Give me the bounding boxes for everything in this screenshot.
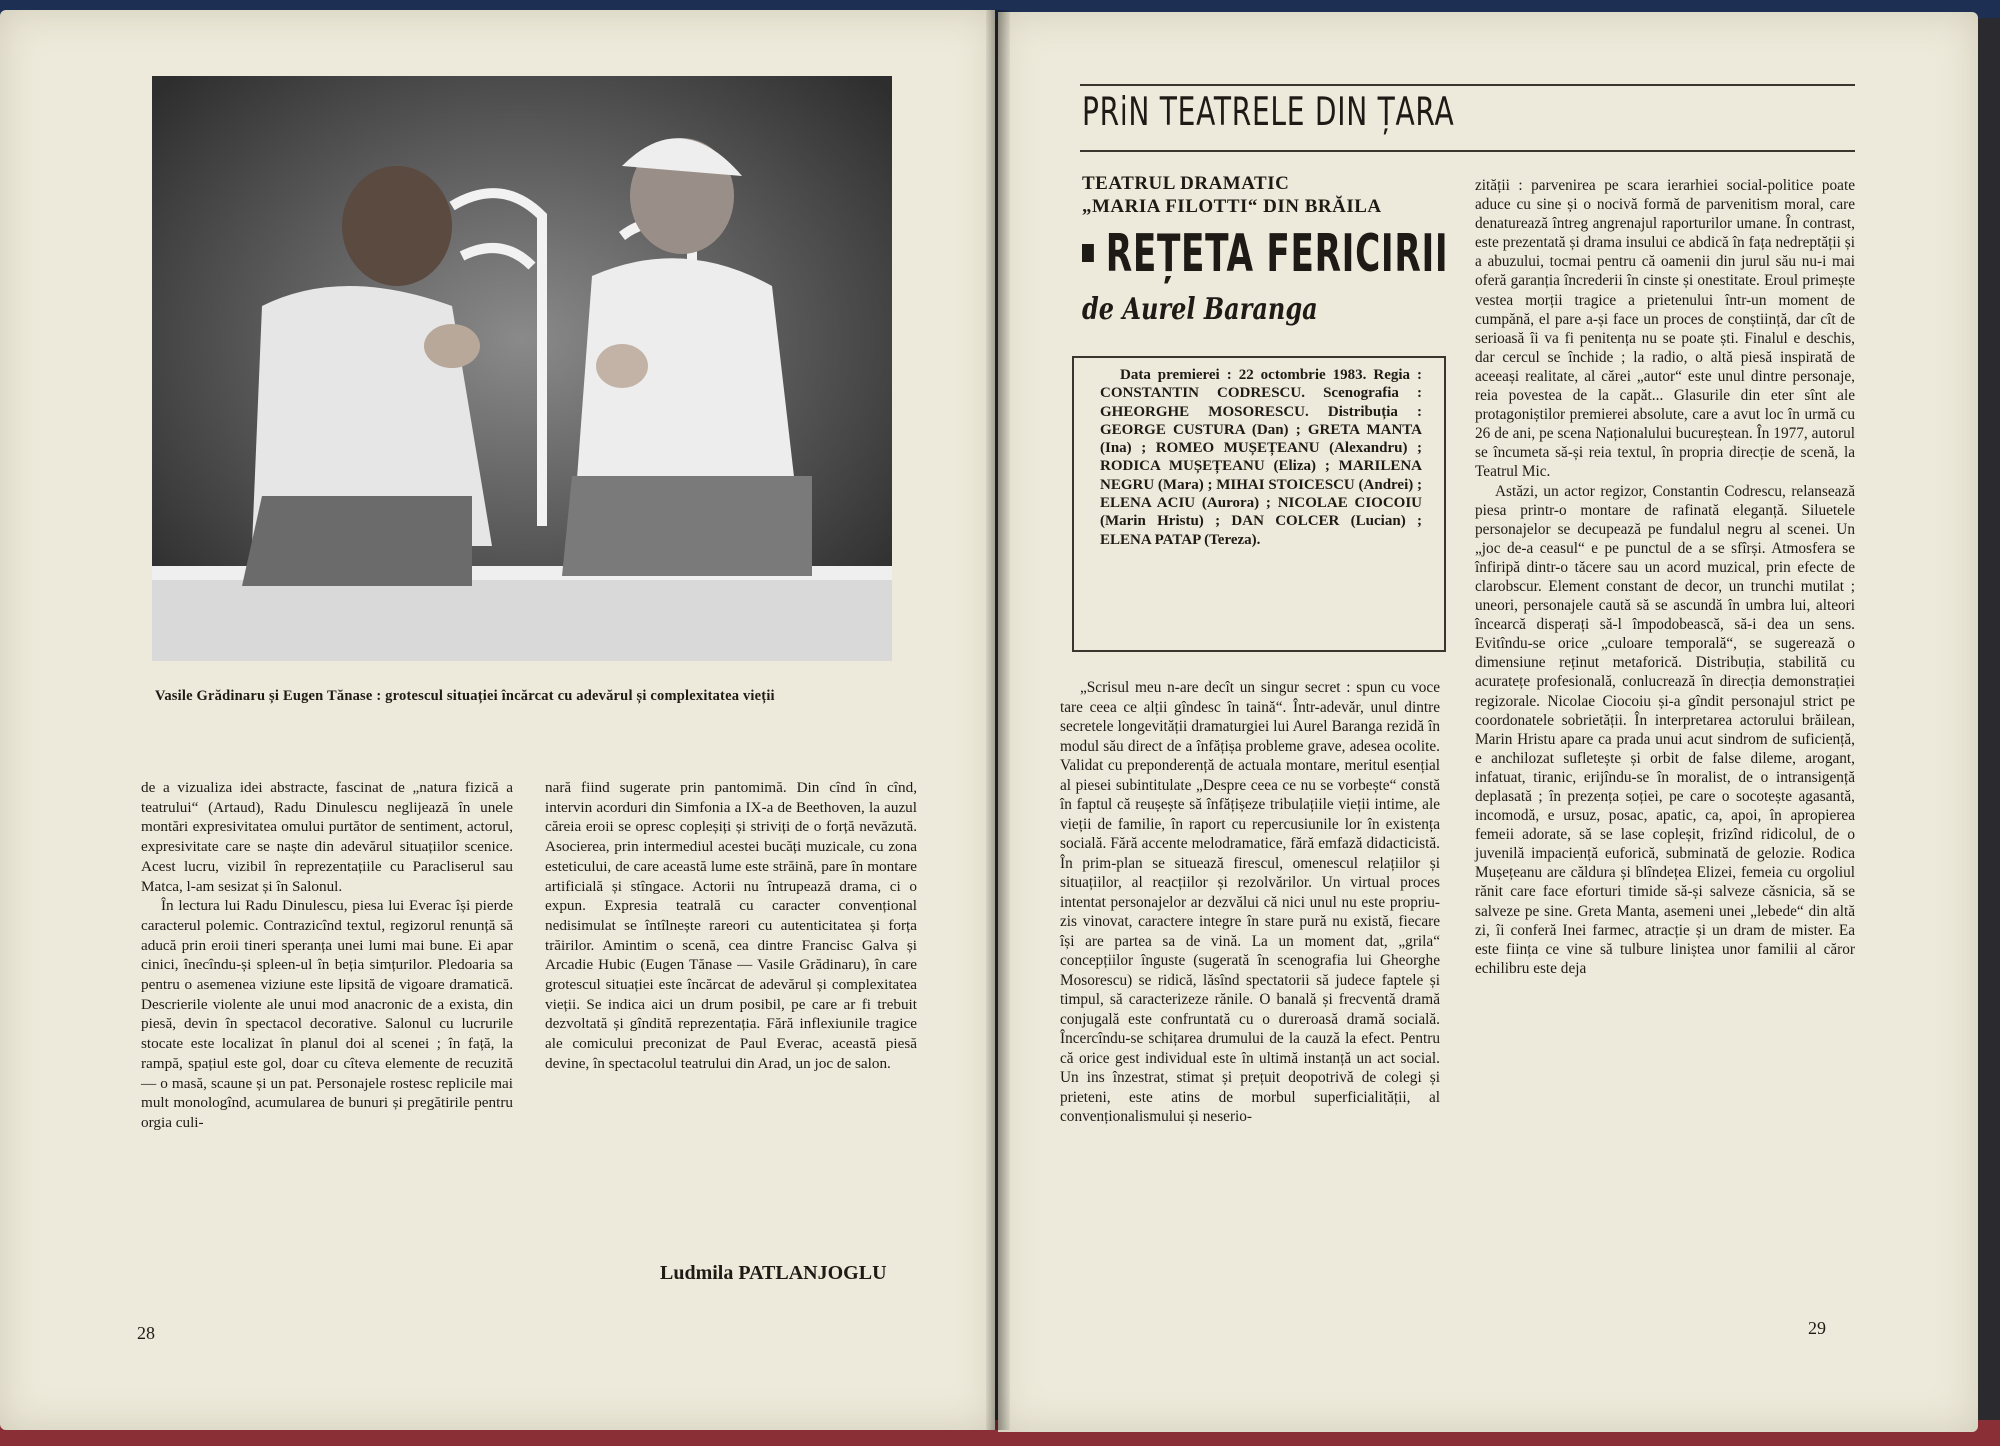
play-author: de Aurel Baranga	[1082, 292, 1318, 327]
play-title	[1082, 224, 1448, 284]
header-rule-top	[1080, 84, 1855, 86]
header-rule-bottom	[1080, 150, 1855, 152]
paragraph: Astăzi, un actor regizor, Constantin Codrescu, relansează piesa printr-o montare de rafinată eleganță. Siluetele personajelor se decupează pe fundalul negru al scenei. Un „joc de-a ceasul“ e pe punctul de a se sfîrși. Atmosfera se înfiripă dintr-o tăcere sau un acord muzical, prin efecte de clarobscur. Element constant de decor, un trunchi mutilat ; uneori, personajele caută să se ascundă în umbra lui, alteori încearcă disperați să-l împodobească, să-i dea un sens. Evitîndu-se orice „culoare temporală“, se sugerează o dimensiune reținut metaforică. Distribuția, stabilită cu acuratețe profesională, conlucrează în direcția demonstrației regizorale. Nicolae Ciocoiu și-a gîndit personajul strict pe coordonatele sobrietății. În interpretarea actorului brăilean, Marin Hristu apare ca prada unui acut sindrom de suficiență, e anchilozat sufletește și orbit de false dileme, arogant, infatuat, tiranic, erijîndu-se în moralist, de o intransigență deplasată ; în prezența soției, pe care o socotește agasantă, incomodă, e ursuz, posac, apatic, ca, apoi, în apropierea femeii adorate, să se lase copleșit, frizînd ridicolul, de o juvenilă impaciență euforică, subminată de gelozie. Rodica Mușețeanu are căldura și blîndețea Elizei, femeia cu orgoliul rănit care face eforturi timide să-și salveze căsnicia, să se salveze pe sine. Greta Manta, asemeni unei „lebede“ din altă zi, îi conferă Inei farmec, atracție și un dram de mister. Ea este ființa ce vine să tulbure liniștea unor familii al căror echilibru este deja	[1475, 482, 1855, 977]
paragraph: de a vizualiza idei abstracte, fascinat de „natura fizică a teatrului“ (Artaud), Radu Dinulescu neglijează în unele montări expresivitatea omului purtător de sentiment, actorul, expresivitate care se naște din adevărul situațiilor scenice. Acest lucru, vizibil în reprezentațiile cu Paracliserul sau Matca, l-am sesizat și în Salonul.	[141, 779, 513, 895]
paragraph: În lectura lui Radu Dinulescu, piesa lui Everac își pierde caracterul polemic. Contrazicînd textul, regizorul renunță să aducă prin eroii tineri speranța unei lumi mai bune. Ei apar cinici, înecîndu-și spleen-ul în beția simțurilor. Pledoaria sa pentru o asemenea viziune este lipsită de vigoare dramatică. Descrierile violente ale unui mod anacronic de a exista, din piesă, devin în spectacol decorative. Salonul cu lucrurile stocate este localizat în planul doi al scenei ; în față, la rampă, spațiul este gol, doar cu cîteva elemente de recuzită — o masă, scaune și un pat. Personajele rostesc replicile mai mult monologînd, acumularea de bunuri și pregătirile pentru orgia culi-	[141, 897, 513, 1131]
stage-photo	[152, 76, 892, 661]
square-bullet-icon	[1082, 244, 1094, 262]
theatre-line-1: TEATRUL DRAMATIC	[1082, 173, 1290, 194]
article-signature: Ludmila PATLANJOGLU	[660, 1262, 887, 1284]
section-title: PRiN TEATRELE DIN ȚARA	[1082, 90, 1455, 135]
left-column-1	[141, 778, 513, 1133]
paragraph: zității : parvenirea pe scara ierarhiei social-politice poate aduce cu sine și o nocivă formă de parvenitism moral, care denaturează întreg angrenajul raporturilor umane. În contrast, este prezentată și drama insului ce abdică în fața nedreptății și a abuzului, tocmai pentru că oamenii din jurul său nu-i mai oferă garanția încrederii în cinste și onestitate. Eroul primește vestea morții tragice a prietenului într-un moment de cumpănă, el pare a-și face un proces de conștiință, dar cît de serioasă îi va fi penitența nu se poate ști. Finalul e deschis, dar cercul se închide ; la radio, o altă piesă inspirată de aceeași realitate, al cărei „autor“ este unul dintre personaje, reia povestea de la capăt... Glasurile din eter sînt ale protagoniștilor premierei absolute, care a avut loc în urmă cu 26 de ani, pe scena Naționalului bucureștean. În 1977, autorul se încumeta să-și reia textul, în propria direcție de scenă, la Teatrul Mic.	[1475, 177, 1855, 481]
photo-caption: Vasile Grădinaru și Eugen Tănase : grotescul situației încărcat cu adevărul și complexitatea vieții	[155, 688, 775, 704]
play-title-text: REȚETA FERICIRII	[1105, 224, 1449, 284]
theatre-name	[1082, 172, 1442, 218]
page-number-right: 29	[1808, 1318, 1826, 1338]
credits	[1100, 366, 1422, 549]
paragraph: „Scrisul meu n-are decît un singur secret : spun cu voce tare ceea ce alții gîndesc în taină“. Într-adevăr, unul dintre secretele longevității dramaturgiei lui Aurel Baranga rezidă în modul său direct de a înfățișa probleme grave, adesea ocolite. Validat cu preponderență de actuala montare, meritul esențial al piesei subintitulate „Despre ceea ce nu se vorbește“ constă în faptul că reușește să înfățișeze tribulațiile vieții intime, ale vieții de familie, în raport cu repercusiunile lor în existența socială. Fără accente melodramatice, fără emfază didacticistă. În prim-plan se situează firescul, omenescul relațiilor și situațiilor, al reacțiilor și rezolvărilor. Un virtual proces intentat personajelor ar dezvălui că nici unul nu este propriu-zis vinovat, caractere integre în stare pură nu există, fiecare își are partea sa de vină. La un moment dat, „grila“ concepțiilor înguste (sugerată în scenografia lui Gheorghe Mosorescu) se ridică, lăsînd spectatorii să judece faptele și timpul, să caracterizeze rănile. O banală și frecventă dramă conjugală este confruntată cu o dureroasă dramă socială. Încercîndu-se schițarea drumului de la cauză la efect. Pentru că orice gest individual este în ultimă instanță un act social. Un ins înzestrat, stimat și prețuit deopotrivă de colegi și prieteni, este atins de morbul superficialității, al convenționalismului și neserio-	[1060, 679, 1440, 1125]
page-number-left: 28	[137, 1323, 155, 1343]
paragraph: nară fiind sugerate prin pantomimă. Din cînd în cînd, intervin acorduri din Simfonia a IX-a de Beethoven, la auzul căreia eroii se opresc copleșiți și striviți de o forță nevăzută. Asocierea, prin intermediul acestei bucăți muzicale, cu zona esteticului, de care această lume este străină, pare în montare artificială și stîngace. Actorii nu întrupează drama, ci o expun. Expresia teatrală cu caracter convențional nedisimulat se întîlnește rareori cu autenticitatea și forța trăirilor. Amintim o scenă, cea dintre Francisc Galva și Arcadie Hubic (Eugen Tănase — Vasile Grădinaru), în care grotescul situației este încărcat de adevărul și complexitatea vieții. Se indica aici un drum posibil, pe care ar fi trebuit dezvoltată și gîndită reprezentația. Fără inflexiunile tragice ale comicului preconizat de Paul Everac, această piesă devine, în spectacolul teatrului din Arad, un joc de salon.	[545, 779, 917, 1072]
right-column-1	[1060, 678, 1440, 1127]
left-column-2	[545, 778, 917, 1074]
right-column-2	[1475, 176, 1855, 978]
theatre-line-2: „MARIA FILOTTI“ DIN BRĂILA	[1082, 196, 1382, 217]
credits-text: Data premierei : 22 octombrie 1983. Regia : CONSTANTIN CODRESCU. Scenografia : GHEORGHE MOSORESCU. Distribuția : GEORGE CUSTURA (Dan) ; GRETA MANTA (Ina) ; ROMEO MUȘEȚEANU (Alexandru) ; RODICA MUȘEȚEANU (Eliza) ; MARILENA NEGRU (Mara) ; MIHAI STOICESCU (Andrei) ; ELENA ACIU (Aurora) ; NICOLAE CIOCOIU (Marin Hristu) ; DAN COLCER (Lucian) ; ELENA PATAP (Tereza).	[1100, 367, 1422, 548]
stage-photo-illustration	[152, 76, 892, 661]
book-gutter	[986, 10, 1010, 1430]
